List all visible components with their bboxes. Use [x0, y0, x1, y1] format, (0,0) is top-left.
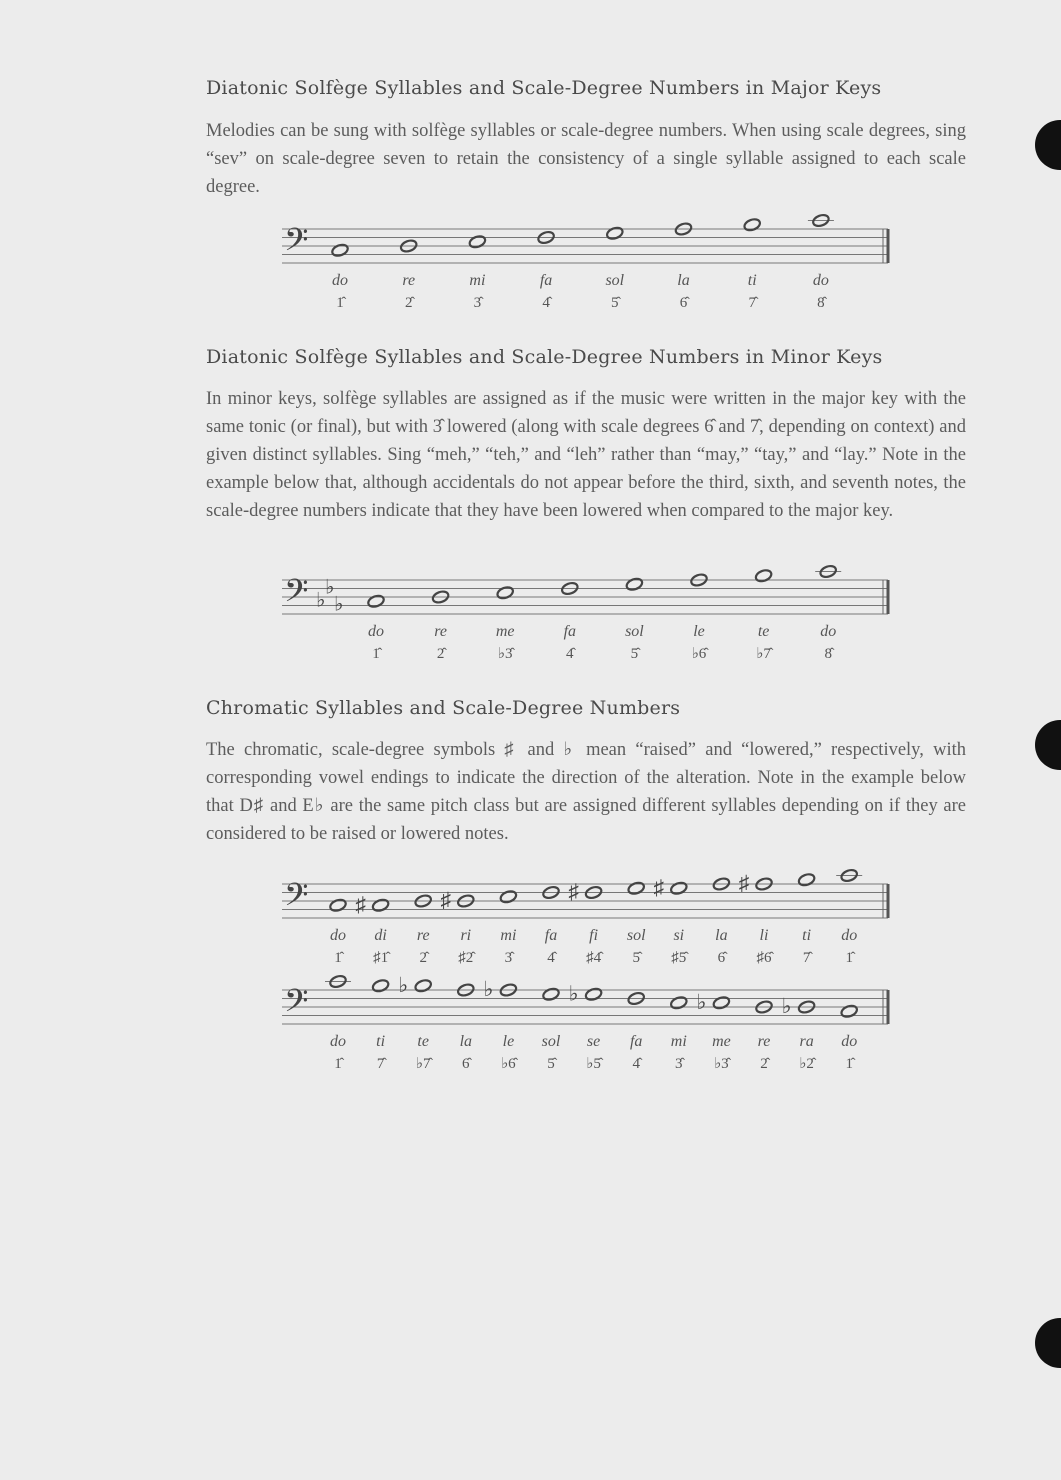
scale-degree: 6̂	[679, 295, 688, 311]
scale-degree: 4̂	[632, 1056, 640, 1072]
scale-degree: ♭3̂	[497, 646, 513, 662]
solfege-syllable: do	[812, 272, 829, 289]
scale-degree: 1̂	[336, 295, 344, 311]
scale-degree: ♯2̂	[458, 950, 474, 966]
whole-note	[670, 995, 688, 1010]
scale-degree: 2̂	[760, 1056, 768, 1072]
scale-degree: 2̂	[419, 950, 427, 966]
bass-clef-icon: 𝄢	[284, 984, 309, 1027]
solfege-syllable: me	[495, 623, 515, 640]
scale-degree: 5̂	[630, 646, 639, 662]
whole-note	[712, 995, 730, 1010]
scale-degree: 1̂	[845, 950, 853, 966]
scale-degree: 5̂	[632, 950, 640, 966]
solfege-syllable: la	[677, 272, 690, 289]
sharp-icon: ♯	[355, 892, 366, 917]
solfege-syllable: do	[332, 272, 348, 289]
scale-degree: 4̂	[542, 295, 550, 311]
solfege-syllable: te	[757, 623, 770, 640]
scale-degree: 1̂	[334, 1056, 342, 1072]
flat-icon: ♭	[568, 981, 579, 1006]
scale-degree: ♭6̂	[501, 1056, 516, 1072]
flat-icon: ♭	[398, 972, 409, 997]
scale-degree: 6̂	[717, 950, 726, 966]
solfege-syllable: mi	[670, 1033, 687, 1050]
sharp-icon: ♯	[568, 879, 579, 904]
solfege-syllable: re	[416, 927, 430, 944]
scale-degree: 2̂	[436, 646, 445, 662]
solfege-syllable: la	[459, 1033, 473, 1050]
bass-clef-icon: 𝄢	[284, 574, 309, 617]
solfege-syllable: do	[330, 1033, 346, 1050]
sharp-icon: ♯	[653, 875, 665, 900]
flat-icon: ♭	[781, 994, 792, 1018]
scale-degree: 5̂	[611, 295, 619, 311]
solfege-syllable: do	[841, 927, 858, 944]
solfege-syllable: di	[374, 927, 387, 944]
solfege-syllable: ti	[747, 272, 757, 289]
whole-note	[584, 987, 602, 1002]
scale-degree: ♭2̂	[799, 1056, 814, 1072]
scale-degree: ♯5̂	[671, 950, 687, 966]
key-flat-icon: ♭	[325, 576, 335, 599]
scale-degree: ♯6̂	[756, 950, 772, 966]
solfege-syllable: re	[434, 623, 447, 640]
solfege-syllable: sol	[541, 1033, 561, 1050]
scale-degree: ♭3̂	[714, 1056, 729, 1072]
scale-degree: 3̂	[675, 1056, 683, 1072]
solfege-syllable: fa	[544, 927, 558, 944]
scale-degree: 7̂	[748, 295, 756, 311]
solfege-syllable: ri	[460, 927, 472, 944]
solfege-syllable: ti	[802, 927, 812, 944]
solfege-syllable: sol	[626, 927, 646, 944]
solfege-syllable: la	[715, 927, 728, 944]
flat-icon: ♭	[483, 977, 494, 1001]
scale-degree: ♭6̂	[691, 646, 707, 662]
solfege-syllable: mi	[469, 272, 486, 289]
whole-note	[414, 978, 432, 993]
solfege-syllable: re	[402, 272, 416, 289]
flat-icon: ♭	[696, 989, 707, 1014]
scale-degree: ♯1̂	[373, 950, 389, 966]
scale-degree: 5̂	[547, 1056, 555, 1072]
whole-note	[542, 987, 560, 1002]
solfege-syllable: sol	[605, 272, 625, 289]
scale-degree: ♭5̂	[586, 1056, 601, 1072]
solfege-syllable: sol	[625, 623, 644, 640]
solfege-syllable: te	[417, 1033, 429, 1050]
scale-degree: 7̂	[802, 950, 811, 966]
solfege-syllable: ra	[799, 1033, 814, 1050]
scale-degree: ♭7̂	[756, 646, 771, 662]
paragraph-chromatic: The chromatic, scale-degree symbols ♯ and ♭ mean “raised” and “lowered,” respectively, with corresponding vowel endings to indicate the direction of the alteration. Note in the example below that D♯ and E♭ are the same pitch class but are assigned different syllables depending on if they are considered to be raised or lowered notes.	[206, 740, 966, 844]
scale-degree: 1̂	[845, 1056, 853, 1072]
bass-clef-icon: 𝄢	[284, 878, 309, 921]
whole-note	[371, 978, 389, 993]
paragraph-minor-keys: In minor keys, solfège syllables are assigned as if the music were written in the major key with the same tonic (or final), but with 3̂ lowered (along with scale degrees 6̂ and 7̂, depending on context) and given distinct syllables. Sing “meh,” “teh,” and “leh” rather than “may,” “tay,” and “lay.” Note in the example below that, although accidentals do not appear before the third, sixth, and seventh notes, the scale-degree numbers indicate that they have been lowered when compared to the major key.	[206, 389, 966, 521]
scale-degree: 8̂	[817, 295, 825, 311]
heading-major-keys: Diatonic Solfège Syllables and Scale-Degree Numbers in Major Keys	[206, 77, 882, 99]
solfege-syllable: le	[693, 623, 705, 640]
scale-degree: 2̂	[404, 295, 413, 311]
solfege-syllable: ti	[376, 1033, 386, 1050]
whole-note	[840, 1004, 858, 1019]
solfege-syllable: si	[673, 927, 685, 944]
solfege-syllable: fa	[563, 623, 577, 640]
scale-degree: 4̂	[547, 950, 555, 966]
key-flat-icon: ♭	[334, 593, 344, 616]
scale-degree: 8̂	[824, 646, 832, 662]
solfege-syllable: re	[757, 1033, 771, 1050]
solfege-syllable: le	[502, 1033, 515, 1050]
solfege-syllable: se	[586, 1033, 601, 1050]
solfege-syllable: fa	[629, 1033, 643, 1050]
scale-degree: 1̂	[334, 950, 342, 966]
scale-degree: 4̂	[566, 646, 574, 662]
sharp-icon: ♯	[738, 871, 750, 895]
scale-degree: 1̂	[372, 646, 380, 662]
solfege-syllable: do	[368, 623, 384, 640]
scale-degree: 3̂	[473, 295, 482, 311]
key-flat-icon: ♭	[316, 589, 326, 612]
scale-degree: ♭7̂	[415, 1056, 431, 1072]
paragraph-major-keys: Melodies can be sung with solfège syllables or scale-degree numbers. When using scale degrees, sing “sev” on scale-degree seven to retain the consistency of a single syllable assigned to each scale degree.	[206, 121, 966, 197]
solfege-syllable: fi	[589, 927, 599, 944]
solfege-syllable: do	[330, 927, 346, 944]
bass-clef-icon: 𝄢	[284, 223, 309, 266]
solfege-syllable: mi	[500, 927, 517, 944]
scale-degree: ♯4̂	[586, 950, 602, 966]
scale-degree: 6̂	[462, 1056, 470, 1072]
solfege-syllable: fa	[539, 272, 553, 289]
heading-minor-keys: Diatonic Solfège Syllables and Scale-Degree Numbers in Minor Keys	[206, 346, 883, 368]
solfege-syllable: do	[841, 1033, 858, 1050]
scale-degree: 7̂	[376, 1056, 385, 1072]
scale-degree: 3̂	[504, 950, 513, 966]
solfege-syllable: li	[759, 927, 769, 944]
heading-chromatic: Chromatic Syllables and Scale-Degree Numbers	[206, 697, 681, 719]
solfege-syllable: me	[712, 1033, 731, 1050]
solfege-syllable: do	[820, 623, 837, 640]
sharp-icon: ♯	[440, 888, 452, 912]
